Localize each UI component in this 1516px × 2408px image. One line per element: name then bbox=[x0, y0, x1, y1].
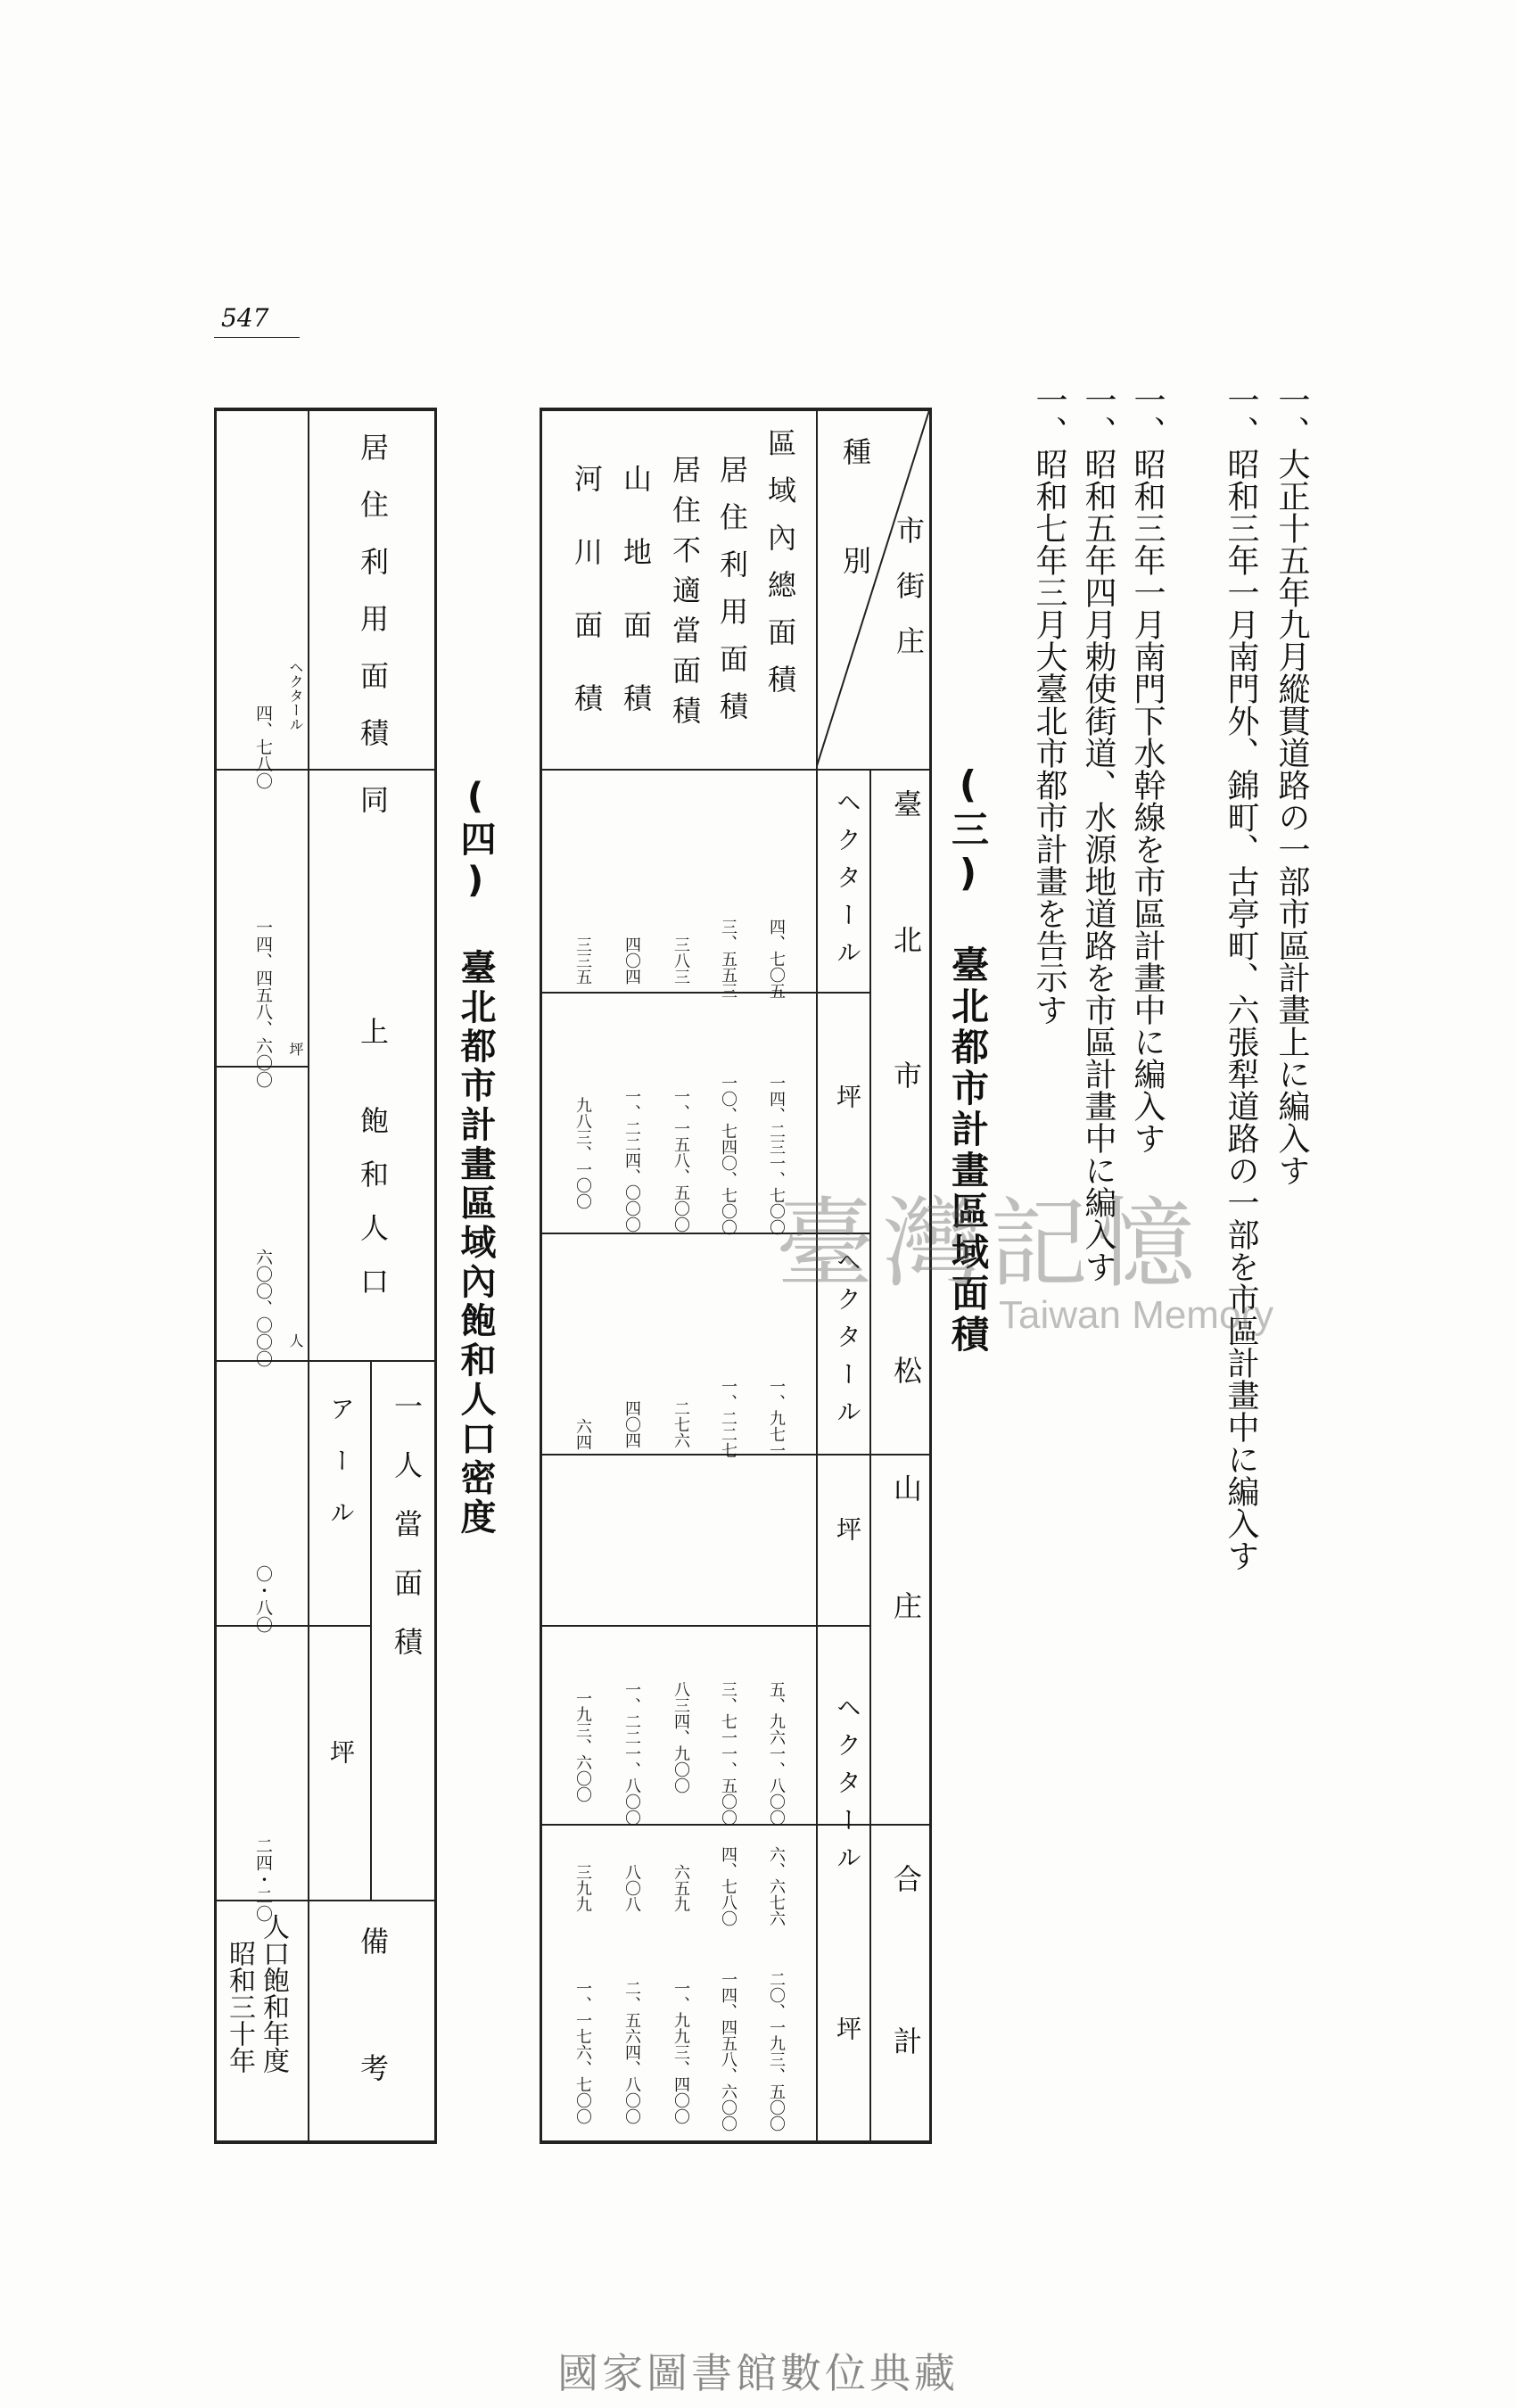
cell-total-tsubo-3: 一、九九三、四〇〇 bbox=[671, 1980, 690, 2124]
cell-songshan-ha-3: 二七六 bbox=[671, 1400, 690, 1448]
cell-songshan-tsubo-1: 五、九六一、八〇〇 bbox=[767, 1681, 786, 1826]
cell-taipei-ha-3: 三八三 bbox=[671, 936, 690, 985]
cell-total-tsubo-4: 二、五六四、八〇〇 bbox=[622, 1980, 641, 2124]
cell-taipei-tsubo-4: 一、二二四、〇〇〇 bbox=[622, 1088, 641, 1233]
cell-total-tsubo-1: 二〇、一九三、五〇〇 bbox=[767, 1971, 786, 2132]
header-population: 飽和人口 bbox=[356, 1106, 390, 1320]
cell-songshan-ha-4: 四〇四 bbox=[622, 1400, 641, 1448]
cell-songshan-tsubo-5: 一九三、六〇〇 bbox=[573, 1690, 592, 1802]
corner-bottom-label: 種別 bbox=[838, 437, 872, 655]
header-per-person: 一人當面積 bbox=[390, 1391, 424, 1686]
value-remark-2: 昭和三十年 bbox=[224, 1940, 255, 2074]
unit-person: 人 bbox=[287, 1333, 304, 1348]
history-line-5: 一、昭和七年三月大臺北市都市計畫を告示す bbox=[1031, 383, 1067, 1026]
group-label-songshan: 松山庄 bbox=[889, 1356, 923, 1709]
header-area: 居住利用面積 bbox=[356, 433, 390, 775]
group-label-total: 合計 bbox=[889, 1864, 923, 2189]
cell-total-tsubo-5: 一、一七六、七〇〇 bbox=[573, 1980, 592, 2124]
unit-label: 坪 bbox=[833, 1084, 862, 1109]
history-line-1: 一、大正十五年九月縱貫道路の一部市區計畫上に編入す bbox=[1273, 383, 1310, 1186]
cell-songshan-tsubo-4: 一、二二一、八〇〇 bbox=[622, 1681, 641, 1826]
header-remarks: 備考 bbox=[356, 1926, 390, 2180]
cell-total-ha-1: 六、六七六 bbox=[767, 1846, 786, 1926]
group-label-taipei: 臺北市 bbox=[889, 789, 923, 1196]
history-line-2: 一、昭和三年一月南門外、錦町、古亭町、六張犁道路の一部を市區計畫中に編入す bbox=[1223, 383, 1259, 1571]
footer-caption: 國家圖書館數位典藏 bbox=[557, 2349, 959, 2397]
cell-songshan-tsubo-2: 三、七一一、五〇〇 bbox=[719, 1681, 737, 1826]
cell-total-ha-5: 三九九 bbox=[573, 1864, 592, 1912]
corner-top-label: 市街庄 bbox=[892, 515, 926, 681]
cell-total-ha-4: 八〇八 bbox=[622, 1864, 641, 1912]
cell-songshan-ha-5: 六四 bbox=[573, 1418, 592, 1450]
row-label-2: 居住利用面積 bbox=[715, 455, 749, 738]
page-number: 547 bbox=[221, 303, 269, 333]
cell-taipei-ha-4: 四〇四 bbox=[622, 936, 641, 985]
header-same: 同 bbox=[356, 785, 390, 813]
header-are: アール bbox=[326, 1396, 356, 1551]
section3-title: (三) 臺北都市計畫區域面積 bbox=[946, 763, 990, 1356]
row-label-5: 河川面積 bbox=[570, 464, 604, 756]
value-remark-1: 人口飽和年度 bbox=[258, 1913, 289, 2074]
cell-taipei-tsubo-2: 一〇、七四〇、七〇〇 bbox=[719, 1075, 737, 1235]
unit-label: ヘクタール bbox=[833, 1695, 862, 1882]
section4-title: (四) 臺北都市計畫區域內飽和人口密度 bbox=[455, 776, 496, 1538]
cell-taipei-ha-5: 三三五 bbox=[573, 936, 592, 985]
cell-songshan-ha-1: 一、九七一 bbox=[767, 1378, 786, 1458]
cell-total-tsubo-2: 一四、四五八、六〇〇 bbox=[719, 1971, 737, 2132]
watermark-subtitle: Taiwan Memory bbox=[999, 1293, 1274, 1337]
value-per-person-tsubo: 二四・二〇 bbox=[253, 1837, 273, 1922]
value-area-ha: 四、七八〇 bbox=[253, 705, 273, 789]
cell-songshan-ha-2: 一、二二七 bbox=[719, 1378, 737, 1458]
value-per-person-are: 〇・八〇 bbox=[253, 1565, 273, 1633]
history-line-4: 一、昭和五年四月勅使街道、水源地道路を市區計畫中に編入す bbox=[1080, 383, 1116, 1282]
header-tsubo: 坪 bbox=[326, 1739, 356, 1764]
watermark-title: 臺灣記憶 bbox=[776, 1187, 1204, 1301]
cell-taipei-tsubo-5: 九八三、一〇〇 bbox=[573, 1097, 592, 1209]
cell-total-ha-3: 六五九 bbox=[671, 1864, 690, 1912]
unit-label: ヘクタール bbox=[833, 1249, 862, 1436]
header-same-mark: 上 bbox=[356, 1017, 390, 1045]
cell-taipei-ha-1: 四、七〇五 bbox=[767, 919, 786, 999]
watermark bbox=[776, 1187, 1274, 1338]
history-line-3: 一、昭和三年一月南門下水幹線を市區計畫中に編入す bbox=[1129, 383, 1166, 1154]
cell-taipei-tsubo-1: 一四、二三一、七〇〇 bbox=[767, 1075, 786, 1235]
value-area-tsubo: 一四、四五八、六〇〇 bbox=[253, 919, 273, 1088]
unit-tsubo: 坪 bbox=[287, 1042, 304, 1056]
row-label-1: 區域內總面積 bbox=[763, 428, 797, 712]
cell-songshan-tsubo-3: 八三四、九〇〇 bbox=[671, 1681, 690, 1794]
cell-taipei-tsubo-3: 一、一五八、五〇〇 bbox=[671, 1088, 690, 1233]
page-number-underline bbox=[214, 337, 300, 338]
cell-total-ha-2: 四、七八〇 bbox=[719, 1846, 737, 1926]
row-label-3: 居住不適當面積 bbox=[668, 455, 702, 736]
unit-ha: ヘクタール bbox=[287, 660, 304, 731]
unit-label: 坪 bbox=[833, 2016, 862, 2041]
unit-label: ヘクタール bbox=[833, 789, 862, 977]
row-label-4: 山地面積 bbox=[619, 464, 653, 756]
unit-label: 坪 bbox=[833, 1516, 862, 1541]
value-population: 六〇〇、〇〇〇 bbox=[253, 1249, 273, 1367]
cell-taipei-ha-2: 三、五五三 bbox=[719, 919, 737, 999]
